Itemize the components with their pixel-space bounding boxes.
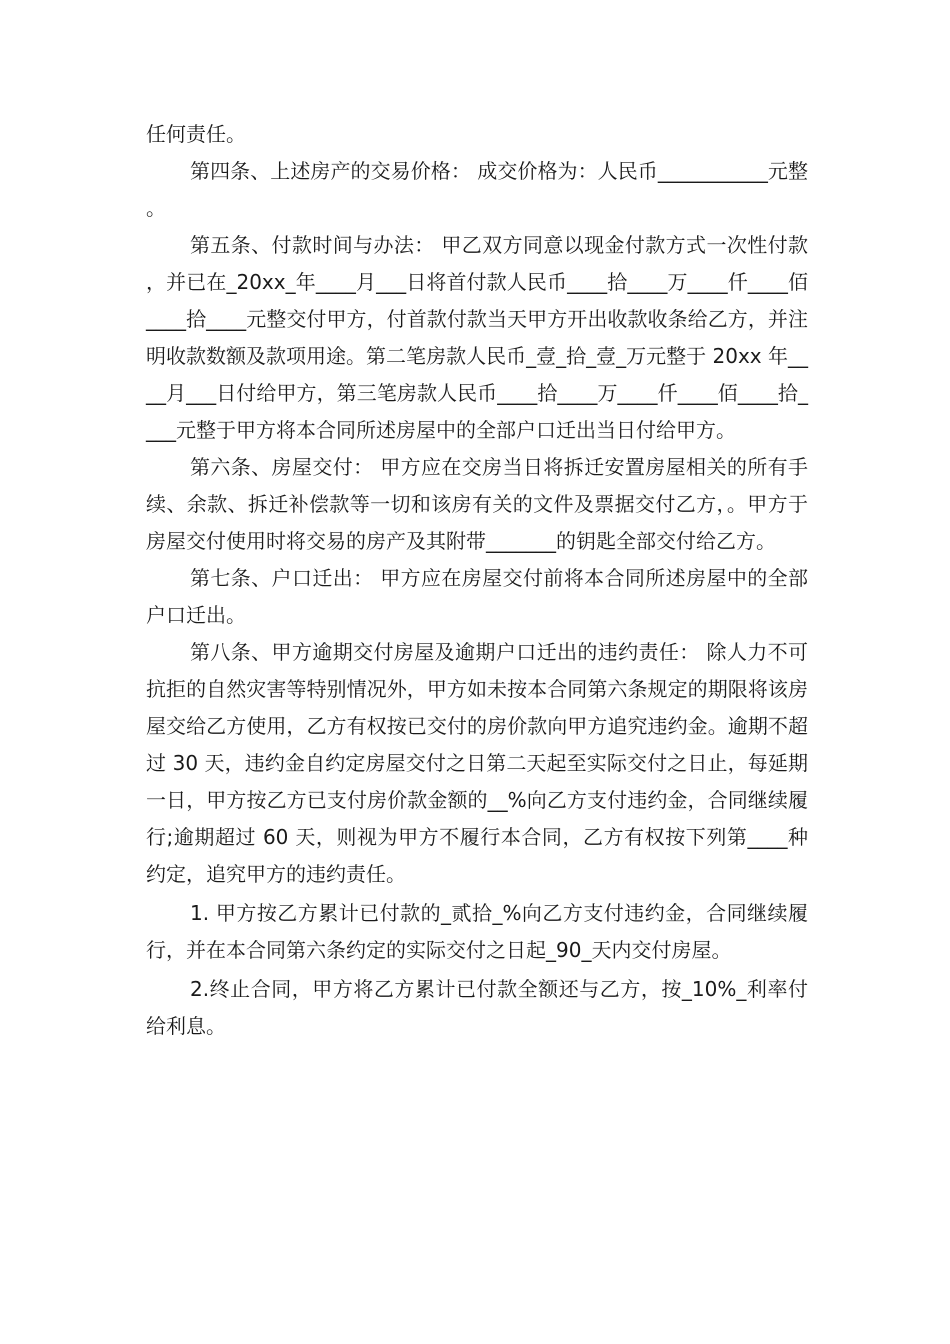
list-item-1: 1. 甲方按乙方累计已付款的_贰拾_%向乙方支付违约金，合同继续履行，并在本合同第六条约定的实际交付之日起_90_天内交付房屋。 (146, 901, 808, 962)
paragraph-continuation: 任何责任。 (146, 122, 246, 146)
paragraph-article-6: 第六条、房屋交付： 甲方应在交房当日将拆迁安置房屋相关的所有手续、余款、拆迁补偿款等一切和该房有关的文件及票据交付乙方，。甲方于房屋交付使用时将交易的房产及其附带_______的钥匙全部交付给乙方。 (146, 455, 808, 553)
paragraph-article-8: 第八条、甲方逾期交付房屋及逾期户口迁出的违约责任： 除人力不可抗拒的自然灾害等特别情况外，甲方如未按本合同第六条规定的期限将该房屋交给乙方使用，乙方有权按已交付的房价款向甲方追究违约金。逾期不超过 30 天，违约金自约定房屋交付之日第二天起至实际交付之日止，每延期一日，甲方按乙方已支付房价款金额的__%向乙方支付违约金，合同继续履行;逾期超过 60 天，则视为甲方不履行本合同，乙方有权按下列第____种约定，追究甲方的违约责任。 (146, 640, 808, 886)
paragraph-article-5: 第五条、付款时间与办法： 甲乙双方同意以现金付款方式一次性付款，并已在_20xx_年____月___日将首付款人民币____拾____万____仟____佰____拾____元整交付甲方，付首款付款当天甲方开出收款收条给乙方，并注明收款数额及款项用途。第二笔房款人民币_壹_拾_壹_万元整于 20xx 年____月___日付给甲方，第三笔房款人民币____拾____万____仟____佰____拾____元整于甲方将本合同所述房屋中的全部户口迁出当日付给甲方。 (146, 233, 808, 442)
list-item-2: 2.终止合同，甲方将乙方累计已付款全额还与乙方，按_10%_利率付给利息。 (146, 977, 808, 1038)
document-body (146, 116, 808, 1045)
paragraph-article-4: 第四条、上述房产的交易价格： 成交价格为：人民币___________元整。 (146, 159, 808, 220)
paragraph-article-7: 第七条、户口迁出： 甲方应在房屋交付前将本合同所述房屋中的全部户口迁出。 (146, 566, 808, 627)
